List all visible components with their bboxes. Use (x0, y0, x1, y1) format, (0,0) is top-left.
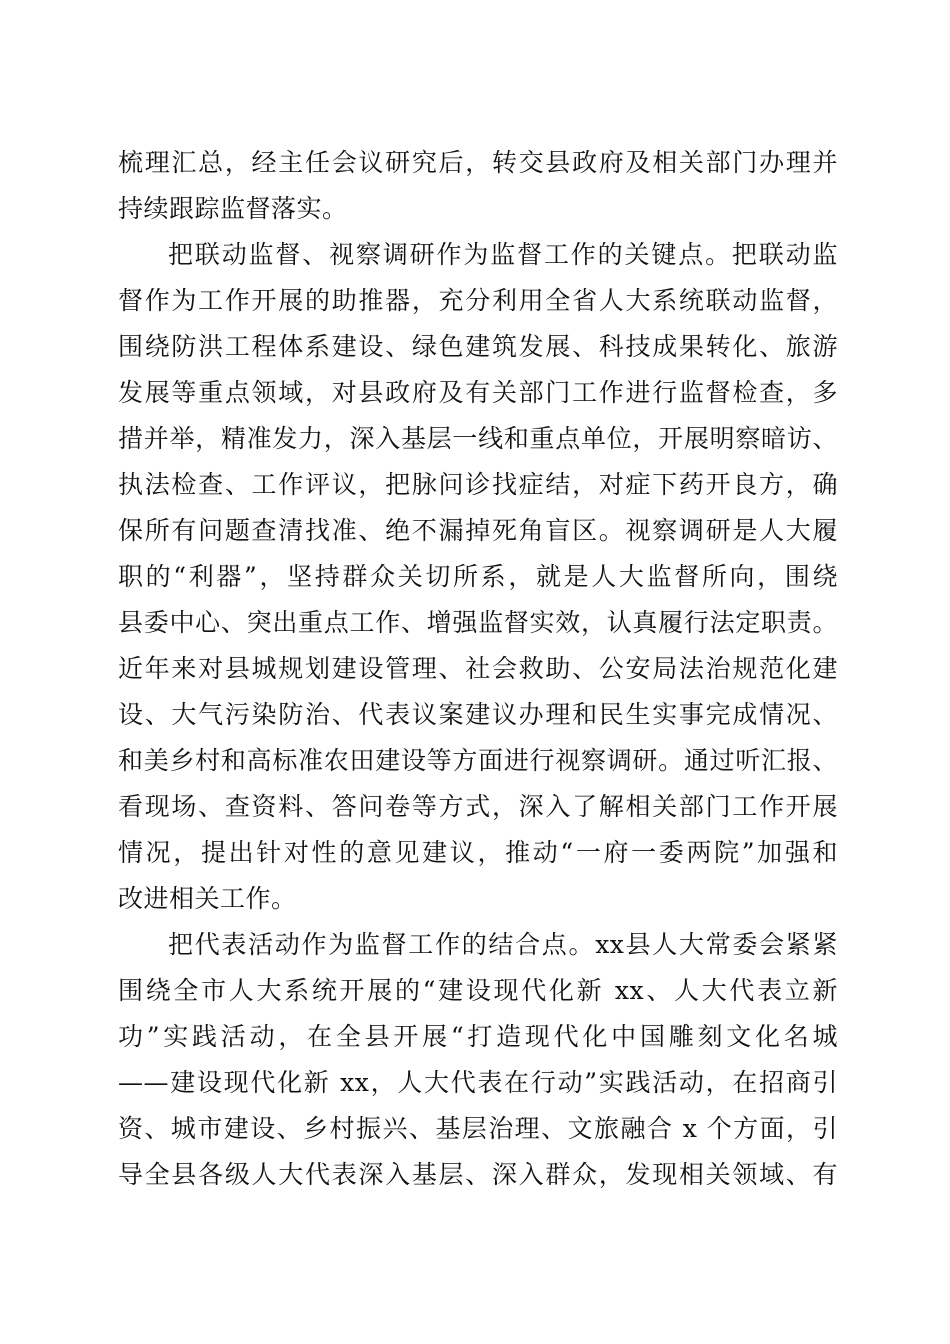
paragraph-start-line: 把代表活动作为监督工作的结合点。xx县人大常委会紧紧 (168, 930, 838, 959)
text-line: 发展等重点领域，对县政府及有关部门工作进行监督检查，多 (118, 378, 838, 407)
text-line: 保所有问题查清找准、绝不漏掉死角盲区。视察调研是人大履 (118, 516, 838, 545)
paragraph-start-line: 把联动监督、视察调研作为监督工作的关键点。把联动监 (168, 240, 838, 269)
text-line: 措并举，精准发力，深入基层一线和重点单位，开展明察暗访、 (118, 424, 838, 453)
text-line: ——建设现代化新 xx，人大代表在行动”实践活动，在招商引 (118, 1068, 838, 1097)
text-line: 改进相关工作。 (118, 884, 297, 913)
text-line: 看现场、查资料、答问卷等方式，深入了解相关部门工作开展 (118, 792, 838, 821)
text-line: 和美乡村和高标准农田建设等方面进行视察调研。通过听汇报、 (118, 746, 838, 775)
text-line: 情况，提出针对性的意见建议，推动“一府一委两院”加强和 (118, 838, 838, 867)
text-line: 县委中心、突出重点工作、增强监督实效，认真履行法定职责。 (118, 608, 838, 637)
text-line: 近年来对县城规划建设管理、社会救助、公安局法治规范化建 (118, 654, 838, 683)
text-line: 资、城市建设、乡村振兴、基层治理、文旅融合 x 个方面，引 (118, 1114, 838, 1143)
text-line: 持续跟踪监督落实。 (118, 194, 348, 223)
text-line: 设、大气污染防治、代表议案建议办理和民生实事完成情况、 (118, 700, 838, 729)
text-line: 功”实践活动，在全县开展“打造现代化中国雕刻文化名城 (118, 1022, 838, 1051)
text-line: 督作为工作开展的助推器，充分利用全省人大系统联动监督， (118, 286, 838, 315)
text-line: 梳理汇总，经主任会议研究后，转交县政府及相关部门办理并 (118, 148, 838, 177)
text-line: 职的“利器”，坚持群众关切所系，就是人大监督所向，围绕 (118, 562, 838, 591)
text-line: 围绕防洪工程体系建设、绿色建筑发展、科技成果转化、旅游 (118, 332, 838, 361)
text-line: 导全县各级人大代表深入基层、深入群众，发现相关领域、有 (118, 1160, 838, 1189)
text-line: 围绕全市人大系统开展的“建设现代化新 xx、人大代表立新 (118, 976, 838, 1005)
text-line: 执法检查、工作评议，把脉问诊找症结，对症下药开良方，确 (118, 470, 838, 499)
body-text (118, 140, 838, 1198)
